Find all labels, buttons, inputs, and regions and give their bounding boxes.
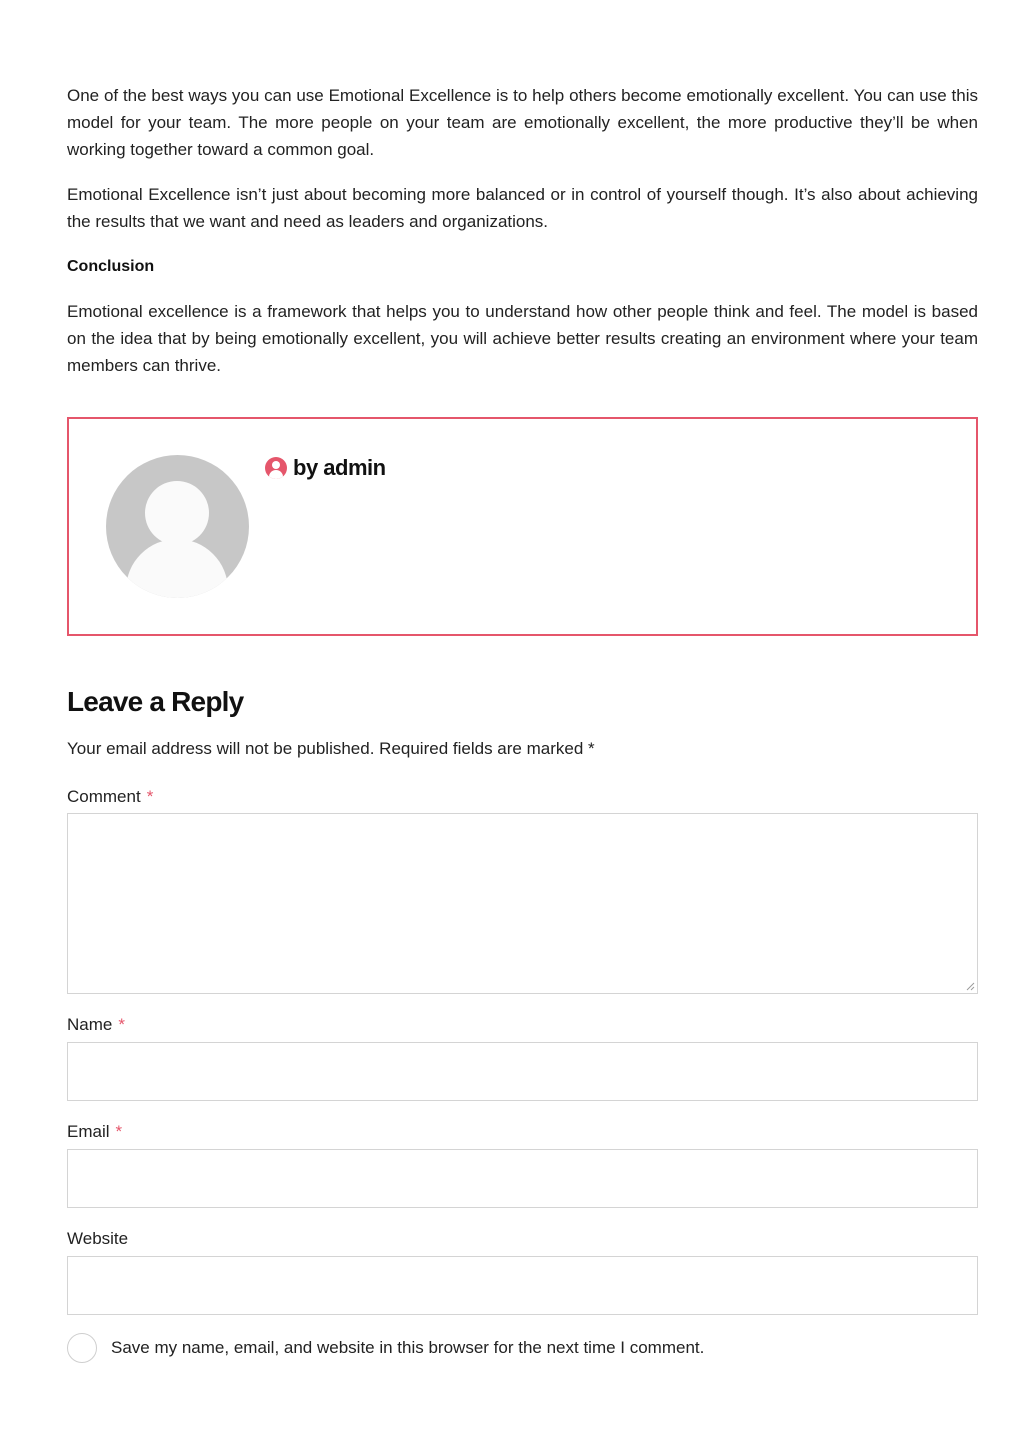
email-input[interactable] — [67, 1149, 978, 1208]
website-input[interactable] — [67, 1256, 978, 1315]
author-name-link[interactable]: by admin — [293, 455, 386, 480]
email-label-text: Email — [67, 1122, 110, 1141]
user-icon — [265, 457, 287, 479]
author-box — [67, 417, 978, 636]
conclusion-paragraph: Emotional excellence is a framework that helps you to understand how other people think and feel. The model is based on the idea that by being emotionally excellent, you will achieve better results creating an environment where your team members can thrive. — [67, 302, 978, 375]
article-content — [67, 82, 978, 379]
avatar — [106, 455, 249, 598]
resize-grip-icon[interactable] — [965, 981, 975, 991]
save-info-checkbox[interactable] — [67, 1333, 97, 1363]
comment-notes: Your email address will not be published. Required fields are marked * — [67, 739, 595, 758]
email-label — [67, 1120, 122, 1144]
conclusion-heading: Conclusion — [67, 258, 155, 275]
comment-label — [67, 785, 153, 809]
author-byline[interactable] — [265, 455, 386, 481]
required-marker: * — [146, 787, 154, 806]
article-paragraph: One of the best ways you can use Emotional Excellence is to help others become emotionally excellent. You can use this model for your team. The more people on your team are emotionally excellent, the more productive they’ll be when working together toward a common goal. — [67, 86, 978, 159]
website-label: Website — [67, 1229, 129, 1248]
comment-textarea[interactable] — [67, 813, 978, 994]
reply-title: Leave a Reply — [67, 686, 244, 717]
avatar-body-shape — [126, 539, 228, 598]
name-input[interactable] — [67, 1042, 978, 1101]
article-paragraph: Emotional Excellence isn’t just about becoming more balanced or in control of yourself though. It’s also about achieving the results that we want and need as leaders and organizations. — [67, 185, 978, 231]
comment-label-text: Comment — [67, 787, 141, 806]
save-info-label[interactable]: Save my name, email, and website in this browser for the next time I comment. — [111, 1338, 705, 1357]
name-label-text: Name — [67, 1015, 113, 1034]
required-marker: * — [115, 1122, 123, 1141]
required-marker: * — [118, 1015, 125, 1034]
name-label — [67, 1013, 125, 1037]
avatar-head-shape — [145, 481, 209, 545]
